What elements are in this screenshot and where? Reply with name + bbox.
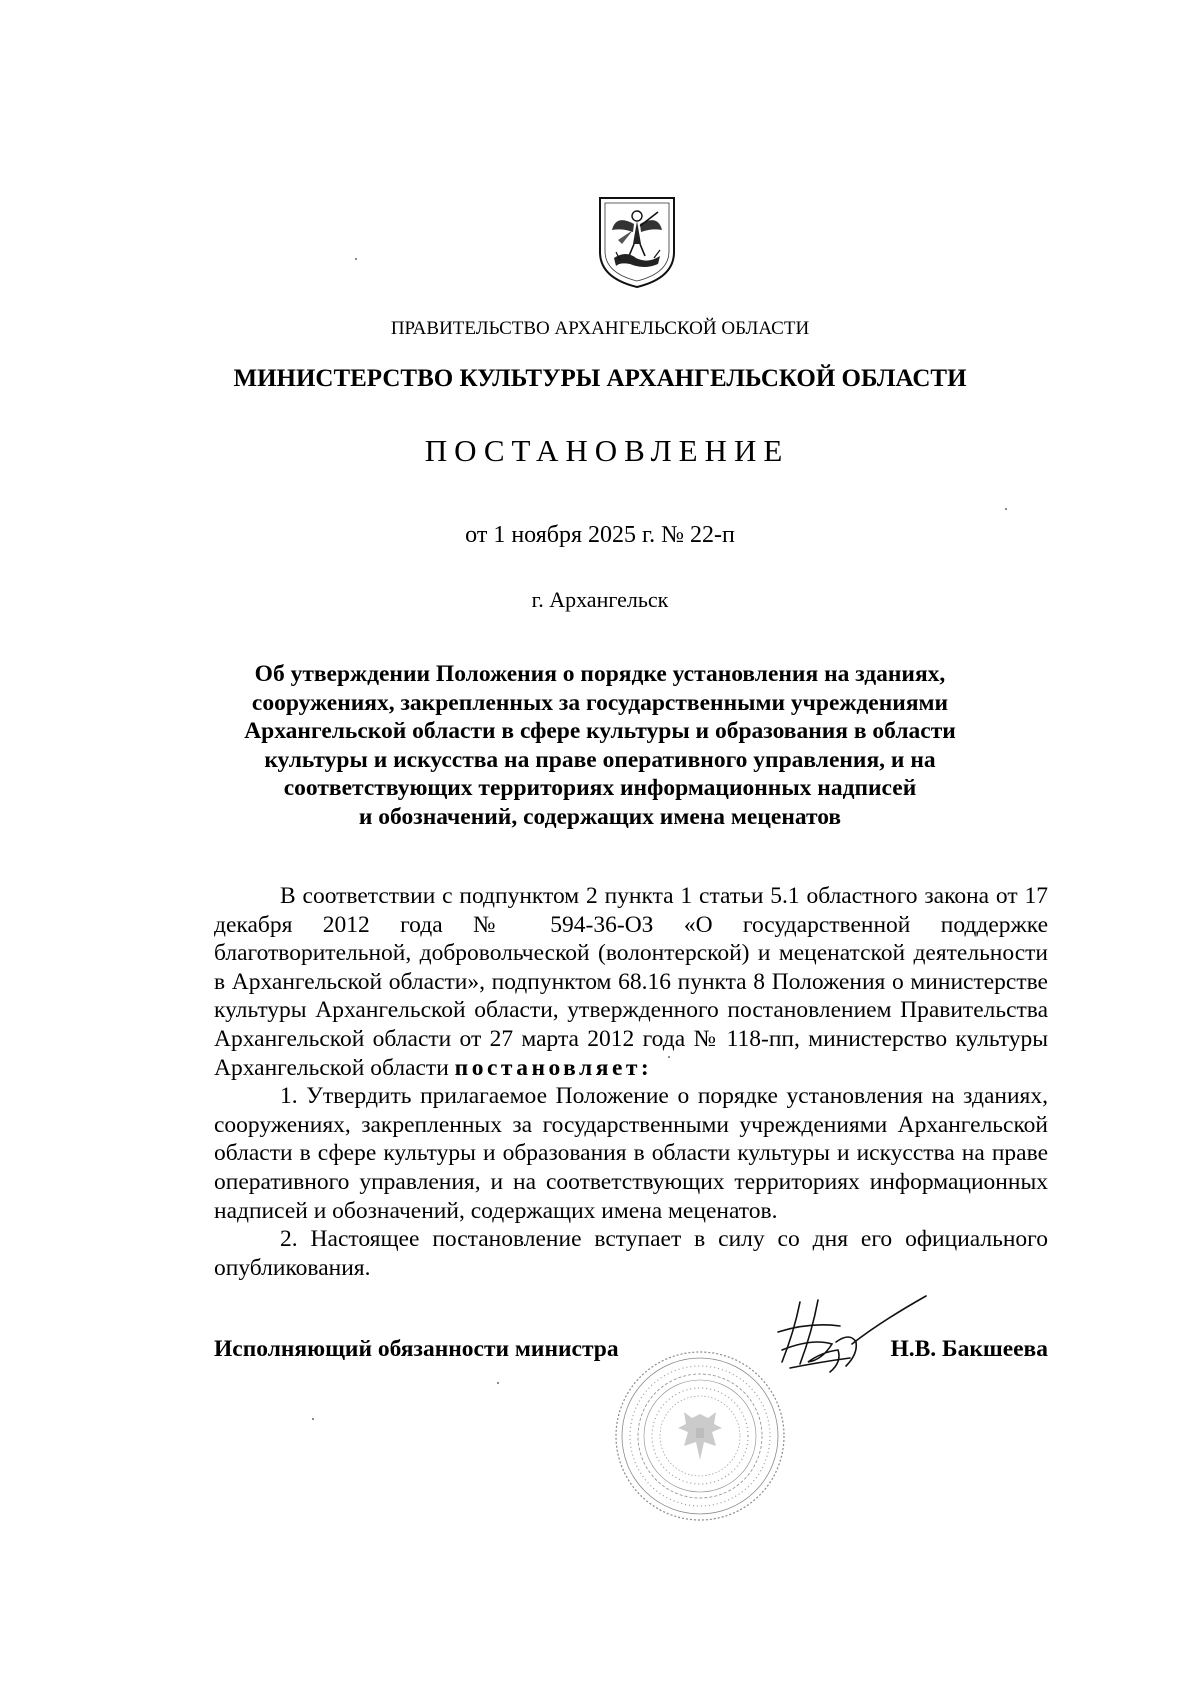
- title-line: соответствующих территориях информационных надписей: [283, 775, 917, 802]
- document-date-number: от 1 ноября 2025 г. № 22-п: [465, 522, 735, 548]
- coat-of-arms-icon: [596, 194, 678, 290]
- signatory-name: Н.В. Бакшеева: [890, 1336, 1048, 1362]
- document-title: [230, 660, 970, 832]
- title-line: культуры и искусства на праве оперативного управления, и на: [264, 746, 936, 773]
- preamble-paragraph: [214, 882, 1048, 1082]
- scan-speck: [355, 258, 357, 260]
- scan-speck: [497, 1382, 499, 1384]
- preamble-text: В соответствии с подпунктом 2 пункта 1 статьи 5.1 областного закона от 17 декабря 2012 года № 594-36-ОЗ «О государственной поддержке благотворительной, добровольческой (волонтерской) и меценатской деятельности в Архангельской области», подпунктом 68.16 пункта 8 Положения о министерстве культуры Архангельской области, утвержденного постановлением Правительства Архангельской области от 27 марта 2012 года № 118-пп, министерство культуры Архангельской области: [214, 883, 1048, 1081]
- scan-speck: [1005, 508, 1007, 510]
- signatory-role: Исполняющий обязанности министра: [214, 1336, 619, 1362]
- title-line: Архангельской области в сфере культуры и образования в области: [244, 718, 956, 745]
- title-line: и обозначений, содержащих имена меценатов: [358, 803, 842, 830]
- handwritten-signature-icon: [760, 1292, 930, 1392]
- item-1-paragraph: 1. Утвердить прилагаемое Положение о порядке установления на зданиях, сооружениях, закрепленных за государственными учреждениями Архангельской области в сфере культуры и образования в области культуры и искусства на праве оперативного управления, и на соответствующих территориях информационных надписей и обозначений, содержащих имена меценатов.: [214, 1083, 1048, 1224]
- scan-speck: [668, 1056, 670, 1058]
- title-line: сооружениях, закрепленных за государственными учреждениями: [251, 689, 949, 716]
- resolves-keyword: постановляет:: [454, 1054, 653, 1081]
- document-city: г. Архангельск: [531, 587, 669, 612]
- title-line: Об утверждении Положения о порядке установления на зданиях,: [254, 661, 946, 687]
- document-type: ПОСТАНОВЛЕНИЕ: [424, 433, 790, 468]
- item-2-paragraph: 2. Настоящее постановление вступает в силу со дня его официального опубликования.: [214, 1226, 1048, 1281]
- government-header: ПРАВИТЕЛЬСТВО АРХАНГЕЛЬСКОЙ ОБЛАСТИ: [390, 318, 810, 339]
- scan-speck: [312, 1418, 314, 1420]
- ministry-header: МИНИСТЕРСТВО КУЛЬТУРЫ АРХАНГЕЛЬСКОЙ ОБЛАСТИ: [233, 365, 967, 392]
- document-body: [214, 882, 1048, 1282]
